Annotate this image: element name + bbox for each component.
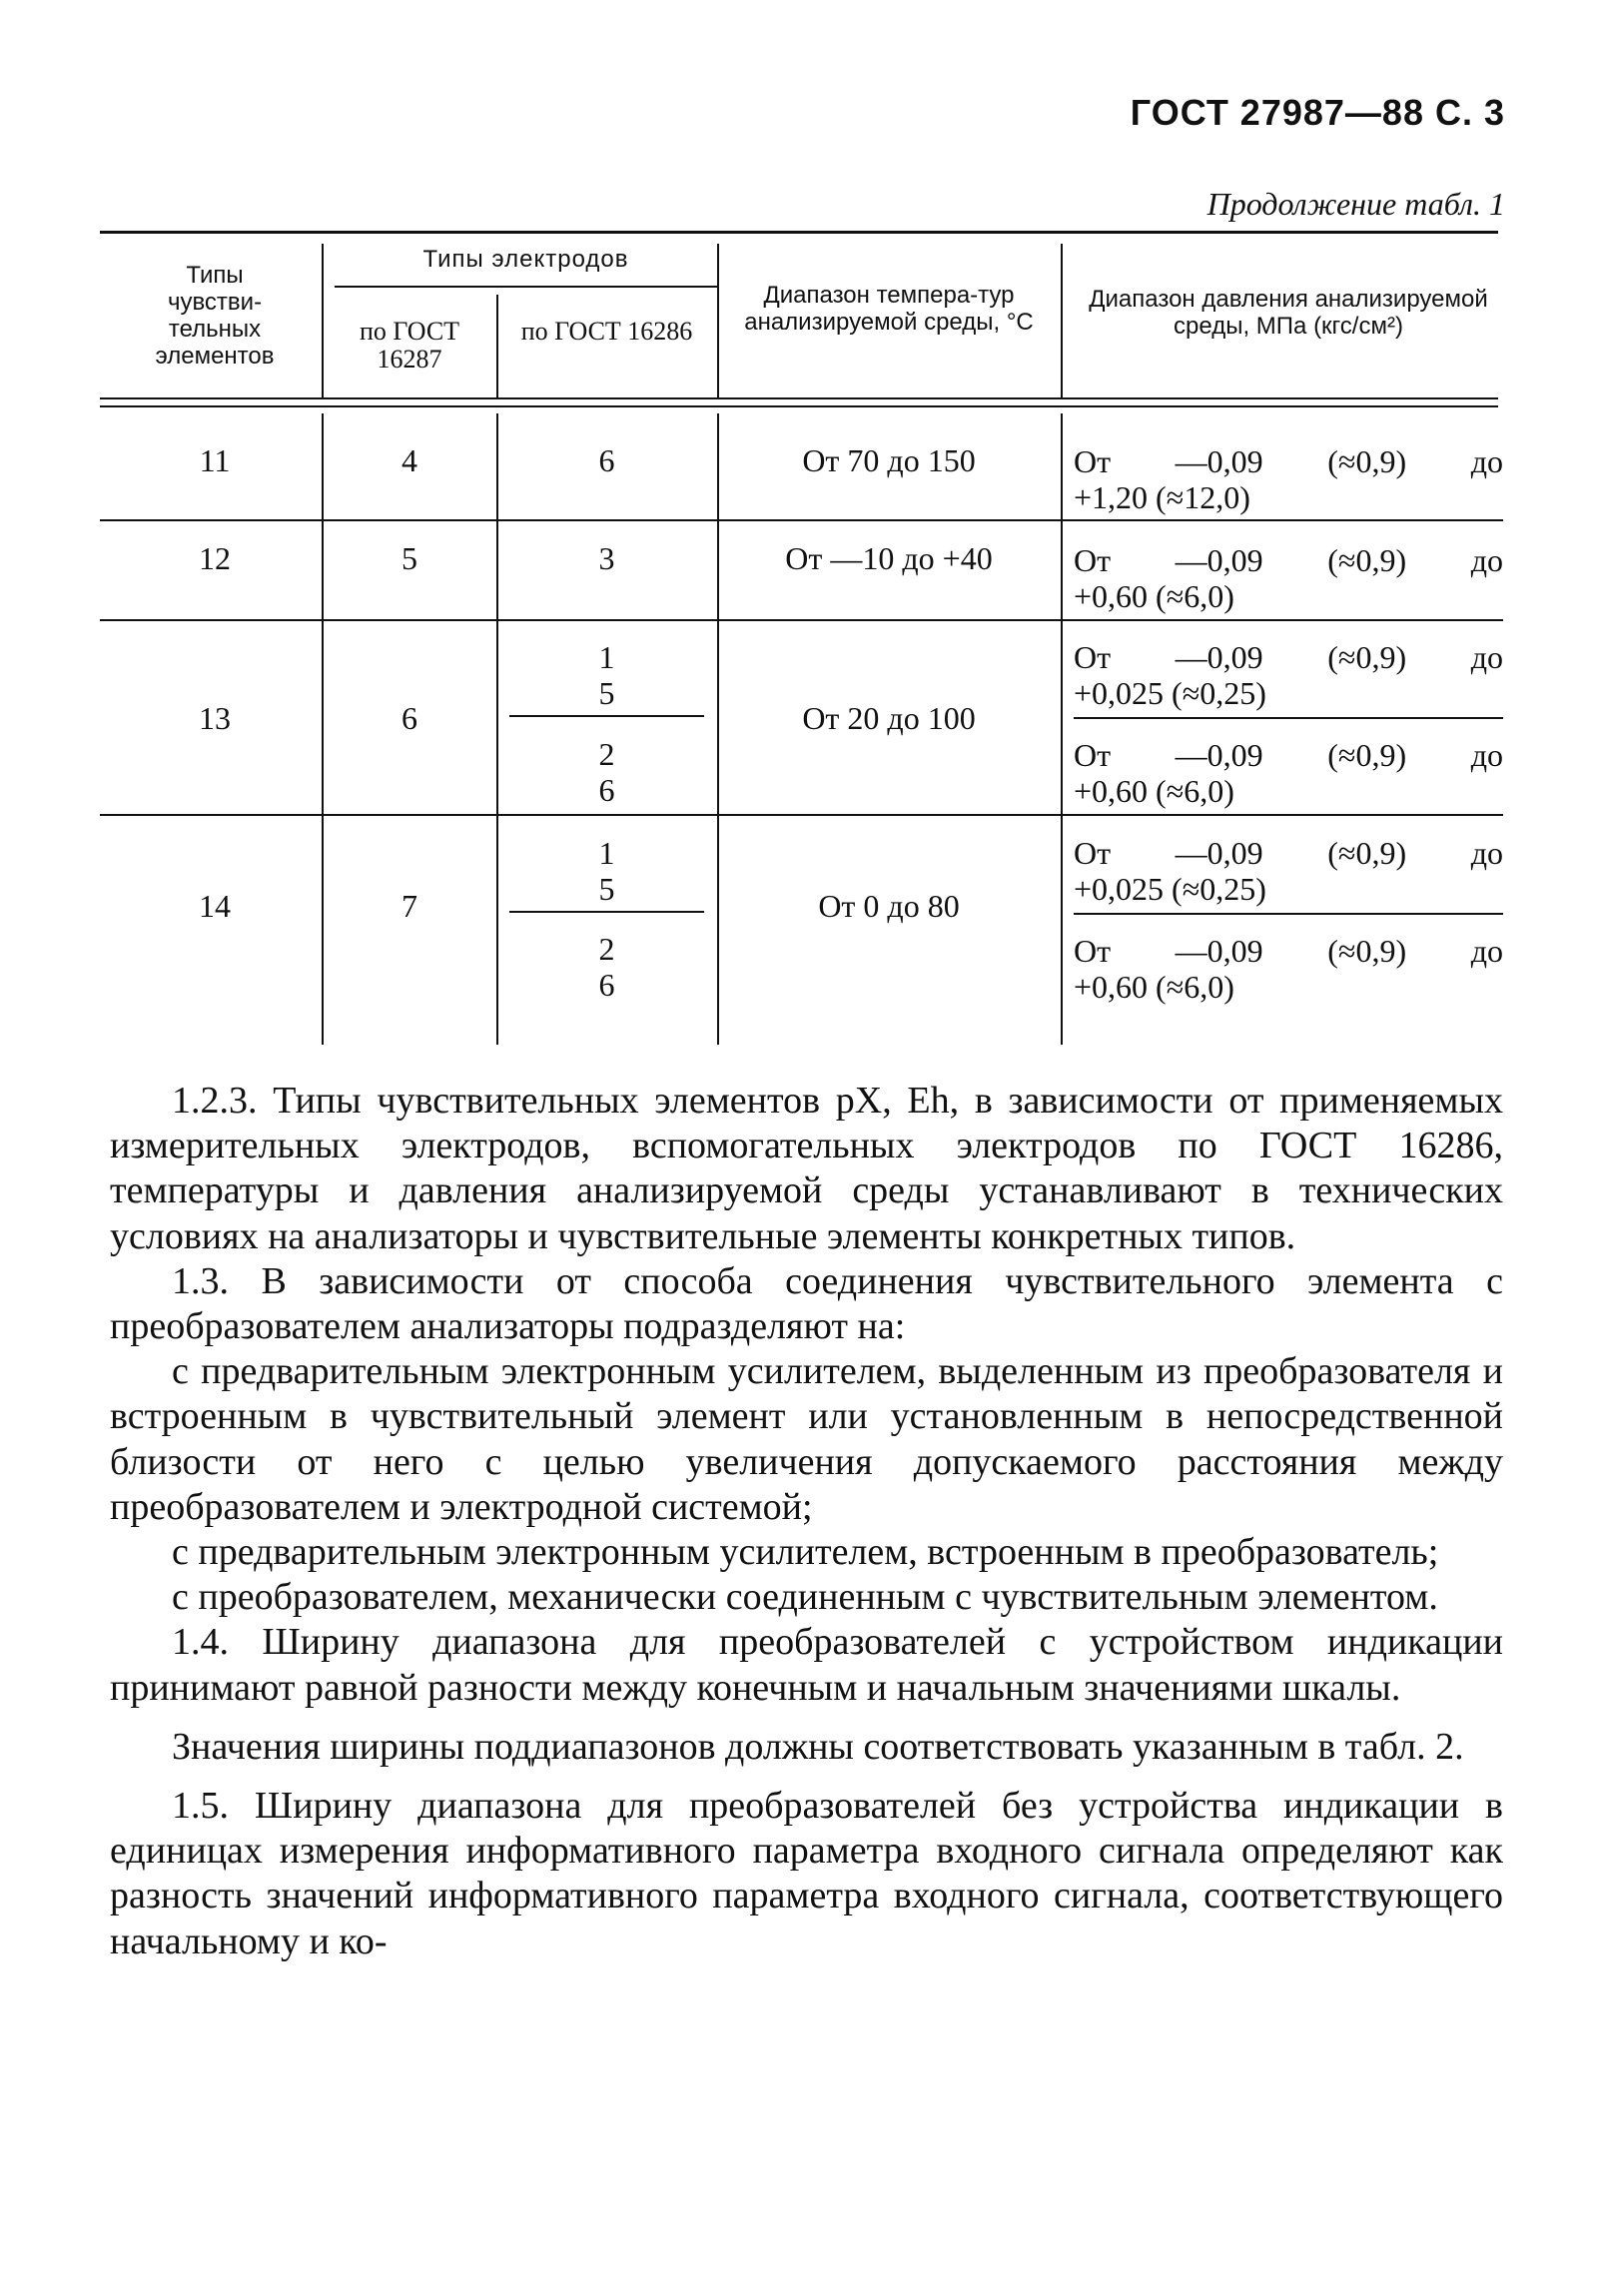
row-14-temp: От 0 до 80 [818,888,960,924]
sub-row-separator [509,911,704,913]
table-header-rule [100,397,1498,399]
header-subrule [335,286,717,288]
row-14-sub2-pressure: От —0,09 (≈0,9) до +0,60 (≈6,0) [1074,933,1503,1005]
table-top-rule [100,231,1498,234]
row-separator [100,814,1503,816]
sub-row-separator [1074,913,1503,915]
paragraph-option-3: с преобразователем, механически соединенным с чувствительным элементом. [172,1576,1438,1619]
body-text [110,1079,1503,1964]
row-12-pressure: От —0,09 (≈0,9) до +0,60 (≈6,0) [1074,542,1503,614]
row-13-sub1-pressure: От —0,09 (≈0,9) до +0,025 (≈0,25) [1074,639,1503,711]
paragraph-1-4: 1.4. Ширину диапазона для преобразователей с устройством индикации принимают равной разности между конечным и начальным значениями шкалы. [110,1621,1503,1709]
row-11-temp: От 70 до 150 [802,442,976,478]
paragraph-1-3: 1.3. В зависимости от способа соединения чувствительного элемента с преобразователем анализаторы подразделяют на: [110,1259,1503,1348]
row-13-g16287: 6 [401,700,417,736]
row-14-sub1-b: 5 [598,871,615,907]
row-13-sub2-b: 6 [598,772,615,808]
sub-row-separator [509,715,704,717]
col-divider [322,244,324,399]
row-14-sub2-a: 2 [598,931,615,967]
header-temp: Диапазон темпера-тур анализируемой среды, °С [744,282,1034,336]
page-header: ГОСТ 27987—88 С. 3 [1130,92,1505,133]
col-divider [496,295,498,399]
row-12-g16287: 5 [401,540,417,576]
col-divider [1061,413,1063,1045]
row-13-sub1-a: 1 [598,639,615,675]
row-12-g16286: 3 [598,540,615,576]
col-divider [322,413,324,1045]
col-divider [717,244,719,399]
header-types: Типы чувстви-тельных элементов [155,262,275,370]
row-14-sub1-pressure: От —0,09 (≈0,9) до +0,025 (≈0,25) [1074,835,1503,907]
header-gost16286: по ГОСТ 16286 [520,317,693,346]
row-14-g16287: 7 [401,888,417,924]
table-header-rule-2 [100,405,1498,407]
row-12-type: 12 [199,540,231,576]
header-electrodes: Типы электродов [422,246,629,273]
row-11-pressure: От —0,09 (≈0,9) до +1,20 (≈12,0) [1074,443,1503,515]
col-divider [717,413,719,1045]
paragraph-1-2-3: 1.2.3. Типы чувствительных элементов pX, Eh, в зависимости от применяемых измерительных электродов, вспомогательных электродов по ГОСТ 16286, температуры и давления анализируемой среды устанавливают в технических условиях на анализаторы и чувствительные элементы конкретных типов. [110,1080,1503,1257]
row-14-type: 14 [199,888,231,924]
header-pressure: Диапазон давления анализируемой среды, МПа (кгс/см²) [1089,286,1488,340]
table-caption: Продолжение табл. 1 [1206,186,1505,222]
row-13-temp: От 20 до 100 [802,700,976,736]
row-11-g16286: 6 [598,442,615,478]
row-11-type: 11 [199,442,231,478]
row-13-sub2-pressure: От —0,09 (≈0,9) до +0,60 (≈6,0) [1074,737,1503,809]
row-14-sub1-a: 1 [598,835,615,871]
row-13-type: 13 [199,700,231,736]
row-separator [100,619,1503,621]
paragraph-1-4-note: Значения ширины поддиапазонов должны соответствовать указанным в табл. 2. [172,1725,1464,1768]
row-separator [100,519,1503,521]
row-13-sub2-a: 2 [598,736,615,772]
row-12-temp: От —10 до +40 [785,540,993,576]
paragraph-option-2: с предварительным электронным усилителем, встроенным в преобразователь; [172,1531,1439,1574]
col-divider [1061,244,1063,399]
sub-row-separator [1074,717,1503,719]
paragraph-1-5: 1.5. Ширину диапазона для преобразователей без устройства индикации в единицах измерения информативного параметра входного сигнала определяют как разность значений информативного параметра входного сигнала, соответствующего начальному и ко- [110,1785,1503,1962]
header-gost16287: по ГОСТ 16287 [359,317,460,374]
row-11-g16287: 4 [401,442,417,478]
row-14-sub2-b: 6 [598,967,615,1003]
row-13-sub1-b: 5 [598,675,615,711]
paragraph-option-1: с предварительным электронным усилителем, выделенным из преобразователя и встроенным в чувствительный элемент или установленным в непосредственной близости от него с целью увеличения допускаемого расстояния между преобразователем и электродной системой; [110,1350,1503,1528]
col-divider [496,413,498,1045]
